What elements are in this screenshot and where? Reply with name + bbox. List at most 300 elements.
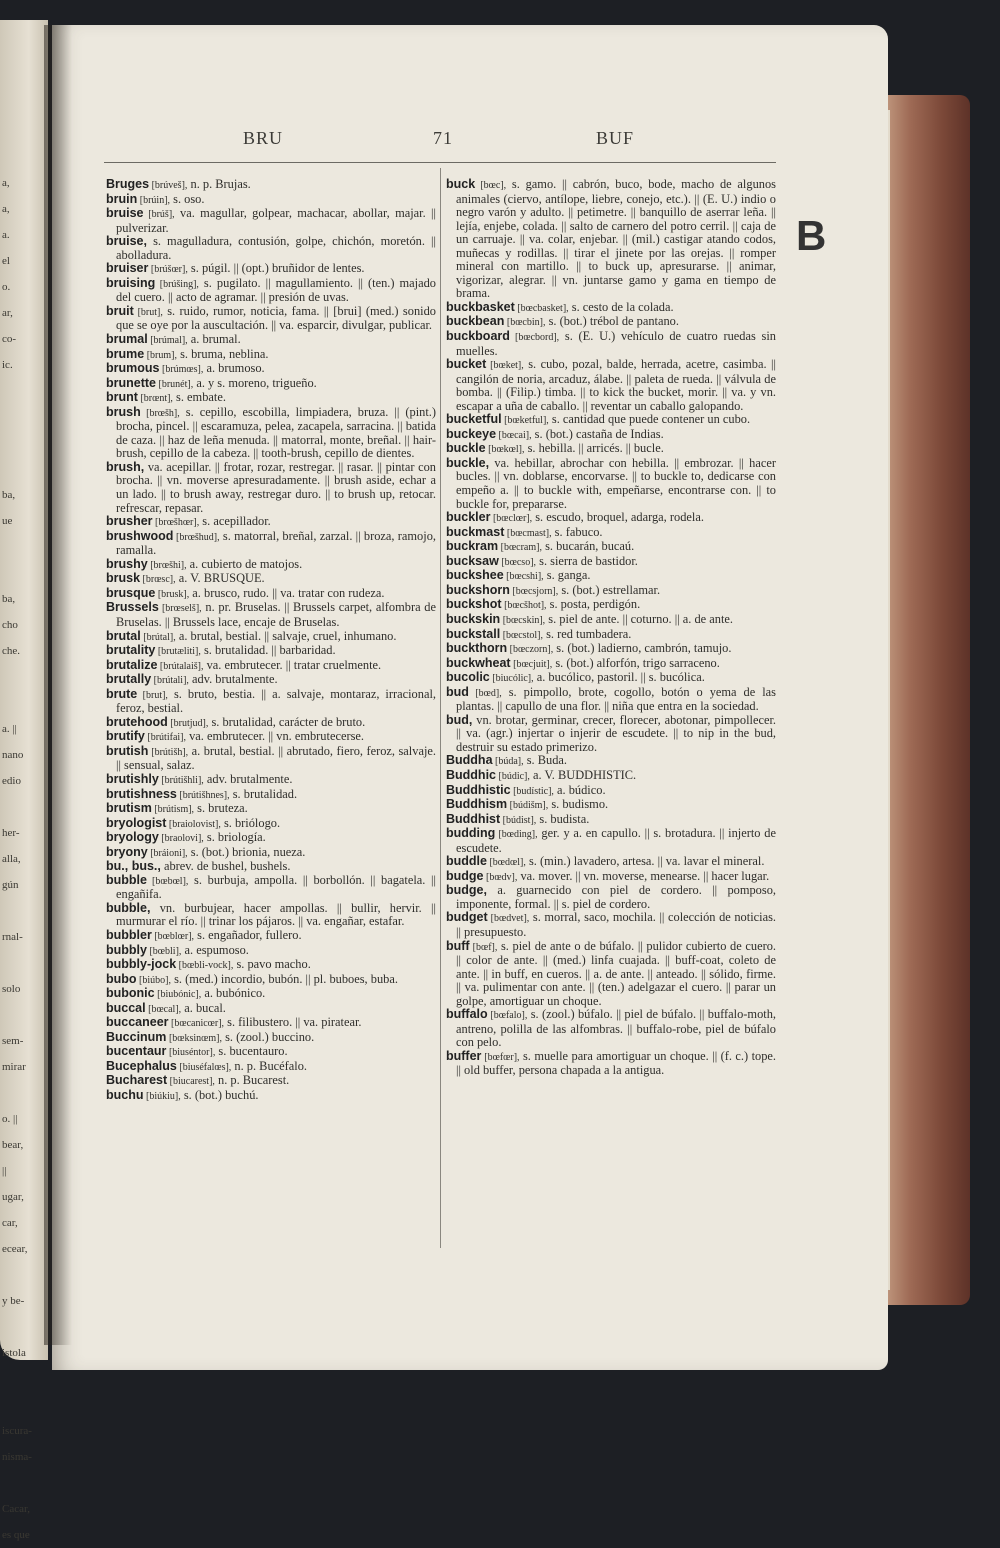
headword: bucket: [446, 357, 487, 372]
definition: s. (bot.) buchú.: [180, 1088, 259, 1102]
pronunciation: [bœf],: [469, 941, 498, 953]
pronunciation: [brœšhœr],: [152, 517, 200, 529]
definition: va. embrutecer. || vn. embrutecerse.: [185, 729, 364, 744]
headword: buckbean: [446, 314, 505, 329]
dictionary-entry: [106, 333, 436, 348]
pronunciation: [braolovi],: [158, 833, 204, 845]
headword: buckthorn: [446, 641, 508, 656]
pronunciation: [bœc],: [475, 180, 507, 191]
dictionary-entry: [106, 958, 436, 973]
headword: buckshee: [446, 568, 504, 583]
definition: a. brutal, bestial. || abrutado, fiero, feroz, salvaje. || sensual, salaz.: [116, 743, 436, 773]
headword: Bucharest: [106, 1073, 168, 1088]
pronunciation: [brútism],: [151, 804, 195, 816]
dictionary-entry: [106, 644, 436, 659]
dictionary-entry: [106, 305, 436, 333]
pronunciation: [brœnt],: [137, 393, 173, 405]
definition: s. hebilla. || arricés. || bucle.: [524, 441, 664, 456]
column-divider: [440, 168, 441, 1248]
definition: a. brusco, rudo. || va. tratar con rudeza.: [189, 585, 385, 600]
pronunciation: [bœcjuit],: [510, 658, 553, 670]
headword: bud,: [446, 712, 473, 727]
headword: buff: [446, 938, 470, 953]
dictionary-entry: [446, 457, 776, 511]
dictionary-entry: [446, 798, 776, 813]
definition: va. embrutecer. || tratar cruelmente.: [203, 657, 382, 672]
pronunciation: [brúmal],: [147, 335, 188, 347]
dictionary-entry: [106, 860, 436, 874]
definition: s. (bot.) castaña de Indias.: [531, 426, 664, 441]
pronunciation: [bœbli-vock],: [176, 960, 234, 972]
header-left-guide-word: BRU: [243, 128, 284, 148]
headword: brunette: [106, 375, 156, 390]
pronunciation: [biucólic],: [489, 673, 534, 685]
pronunciation: [brúšœr],: [148, 264, 188, 276]
headword: bubbler: [106, 927, 152, 942]
dictionary-entry: [106, 944, 436, 959]
pronunciation: [brœsc],: [140, 574, 176, 586]
headword: brusk: [106, 571, 141, 586]
dictionary-entry: [446, 1050, 776, 1078]
dictionary-entry: [106, 1045, 436, 1060]
dictionary-entry: [106, 788, 436, 803]
definition: a. brumal.: [187, 332, 241, 347]
dictionary-entry: [106, 558, 436, 573]
pronunciation: [bœfalo],: [487, 1010, 528, 1022]
definition: s. ganga.: [543, 568, 591, 583]
page-number: 71: [433, 128, 453, 148]
definition: a. espumoso.: [181, 942, 249, 957]
dictionary-entry: [106, 348, 436, 363]
definition: s. bucarán, bucaú.: [541, 539, 635, 554]
dictionary-entry: [446, 413, 776, 428]
headword: brusher: [106, 514, 153, 529]
headword: buckboard: [446, 329, 510, 344]
definition: s. matorral, breñal, zarzal. || broza, ramojo, ramalla.: [116, 528, 436, 558]
definition: s. brutalidad, carácter de bruto.: [208, 714, 366, 729]
dictionary-entry: [446, 855, 776, 870]
pronunciation: [bœcai],: [496, 429, 532, 441]
pronunciation: [bœcal],: [145, 1003, 182, 1015]
pronunciation: [brúmœs],: [159, 364, 204, 376]
dictionary-entry: [446, 569, 776, 584]
definition: s. oso.: [170, 191, 205, 206]
headword: brusque: [106, 585, 156, 600]
headword: brush,: [106, 459, 145, 474]
headword: buckwheat: [446, 655, 511, 670]
dictionary-entry: [106, 178, 436, 193]
pronunciation: [bœcstol],: [500, 629, 543, 641]
pronunciation: [biúkiu],: [143, 1091, 181, 1102]
dictionary-entry: [446, 628, 776, 643]
definition: s. morral, saco, mochila. || colección de noticias. || presupuesto.: [456, 910, 776, 939]
pronunciation: [bráioni],: [147, 847, 188, 859]
dictionary-entry: [106, 831, 436, 846]
definition: s. muelle para amortiguar un choque. || (f. c.) tope. || old buffer, persona chapada a la antigua.: [456, 1048, 776, 1078]
definition: s. bruma, neblina.: [176, 346, 269, 361]
headword: Buddha: [446, 753, 493, 768]
definition: s. posta, perdigón.: [546, 597, 641, 612]
definition: a. brutal, bestial. || salvaje, cruel, inhumano.: [175, 628, 397, 643]
headword: Bucephalus: [106, 1058, 177, 1073]
headword: buckbasket: [446, 299, 515, 314]
pronunciation: [brut],: [133, 306, 163, 318]
definition: s. bruto, bestia. || a. salvaje, montaraz, irracional, feroz, bestial.: [116, 686, 436, 716]
definition: s. (bot.) ladierno, cambrón, tamujo.: [553, 641, 732, 656]
definition: n. p. Bucéfalo.: [231, 1058, 307, 1073]
left-margin-text: a, a, a. el o. ar, co- ic. ba, ue ba, cho che. a. || nano edio her- alla, gún rnal- solo sem- mirar o. || bear, || ugar, car, ecear, y be- istola iscura- nisma- Cacar, es que: [2, 177, 32, 1541]
dictionary-entry: [446, 769, 776, 784]
pronunciation: [brútišhnes],: [176, 789, 230, 801]
definition: a. brumoso.: [203, 361, 265, 376]
definition: a. bubónico.: [201, 986, 266, 1001]
headword: buccal: [106, 1000, 146, 1015]
dictionary-entry: [106, 688, 436, 716]
dictionary-entry: [446, 315, 776, 330]
definition: s. (zool.) buccino.: [222, 1029, 315, 1044]
dictionary-entry: [446, 784, 776, 799]
dictionary-entry: [446, 598, 776, 613]
definition: s. acepillador.: [199, 514, 271, 529]
headword: Buccinum: [106, 1029, 167, 1044]
dictionary-entry: [106, 207, 436, 235]
pronunciation: [bœket],: [486, 360, 524, 372]
pronunciation: [bœding],: [495, 829, 538, 841]
dictionary-entry: [446, 940, 776, 1009]
dictionary-entry: [106, 406, 436, 461]
pronunciation: [brútišh],: [148, 746, 189, 758]
definition: s. sierra de bastidor.: [536, 553, 638, 568]
headword: brushy: [106, 556, 148, 571]
headword: bruising: [106, 275, 156, 290]
pronunciation: [bœkœl],: [485, 444, 525, 456]
pronunciation: [bœketful],: [501, 415, 549, 427]
pronunciation: [brut],: [137, 689, 168, 701]
definition: s. púgil. || (opt.) bruñidor de lentes.: [187, 261, 365, 276]
headword: buck: [446, 177, 476, 191]
pronunciation: [bœfœr],: [481, 1051, 520, 1063]
pronunciation: [bœcso],: [498, 556, 537, 568]
dictionary-entry: [106, 874, 436, 902]
pronunciation: [brunét],: [156, 378, 194, 390]
pronunciation: [brutæliti],: [155, 646, 201, 658]
headword: brunt: [106, 390, 138, 405]
pronunciation: [bœbœl],: [146, 875, 189, 887]
pronunciation: [biúbo],: [136, 974, 171, 986]
headword: Buddhist: [446, 811, 501, 826]
headword: bruiser: [106, 261, 149, 276]
definition: s. briología.: [203, 830, 266, 845]
dictionary-entry: [106, 572, 436, 587]
definition: s. piel de ante o de búfalo. || pulidor cubierto de cuero. || color de ante. || (med.) linfa cuajada. || buff-coat, coleto de ante. || in buff, en cueros. || a. de ante. || anteado. || sólido, firme. || va. pulimentar con ante. || (ten.) adelgazar el cuero. || parar un golpe, amortiguar un choque.: [456, 938, 776, 1008]
pronunciation: [bœdvet],: [487, 913, 530, 925]
definition: s. (bot.) estrellamar.: [558, 582, 661, 597]
headword: buccaneer: [106, 1015, 169, 1030]
headword: bryony: [106, 844, 148, 859]
pronunciation: [búda],: [492, 756, 524, 768]
pronunciation: [bœclœr],: [490, 513, 533, 525]
dictionary-entry: [446, 511, 776, 526]
headword: brume: [106, 346, 145, 361]
dictionary-entry: [446, 754, 776, 769]
dictionary-entry: [106, 362, 436, 377]
dictionary-entry: [106, 630, 436, 645]
definition: vn. burbujear, hacer ampollas. || bullir, hervir. || murmurar el río. || trinar los pájaros. || va. engañar, estafar.: [116, 900, 436, 929]
headword: Brussels: [106, 600, 159, 615]
headword: brutishness: [106, 786, 177, 801]
headword: brutish: [106, 743, 149, 758]
headword: budding: [446, 826, 496, 841]
definition: n. pr. Bruselas. || Brussels carpet, alfombra de Bruselas. || Brussels lace, encaje de Bruselas.: [116, 600, 436, 629]
headword: buffer: [446, 1048, 482, 1063]
pronunciation: [brúš],: [143, 209, 175, 221]
definition: adv. brutalmente.: [188, 672, 278, 687]
definition: s. red tumbadera.: [542, 626, 632, 641]
definition: s. embate.: [172, 390, 226, 405]
dictionary-entry: [106, 235, 436, 262]
pronunciation: [búdic],: [496, 770, 530, 782]
header-rule: [104, 162, 776, 163]
definition: a. guarnecido con piel de cordero. || pomposo, imponente, formal. || s. piel de cordero.: [456, 883, 776, 911]
pronunciation: [bœcmast],: [504, 527, 552, 539]
headword: bucolic: [446, 670, 490, 685]
dictionary-entry: [106, 730, 436, 745]
pronunciation: [búdišm],: [507, 800, 549, 812]
definition: s. (min.) lavadero, artesa. || va. lavar el mineral.: [525, 854, 765, 869]
pronunciation: [brútalaiš],: [157, 660, 204, 672]
headword: brutism: [106, 801, 152, 816]
dictionary-entry: [106, 902, 436, 929]
pronunciation: [budístic],: [510, 785, 554, 797]
dictionary-entry: [106, 1060, 436, 1075]
headword: buddle: [446, 854, 487, 869]
dictionary-entry: [106, 1002, 436, 1017]
dictionary-entry: [446, 870, 776, 885]
definition: s. gamo. || cabrón, buco, bode, macho de algunos animales (ciervo, antílope, liebre, conejo, etc.). || (E. U.) indio o negro varón y adulto. || petimetre. || banquillo de aserrar leña. || lejía, enjebe, colada. || salto de carnero del potro cerril. || caja de un carruaje. || va. colar, enjebar. || (mil.) castigar atando codos, muñecas y rodillas. || tirar el jinete por las orejas. || romper mineral con martillo. || to buck up, apresurarse. || animar, vigorizar, alegrar. || vn. juntarse gamo y gama en tiempo de brama.: [456, 177, 776, 301]
definition: a. cubierto de matojos.: [186, 556, 303, 571]
headword: bruin: [106, 191, 138, 206]
definition: a. V. BUDDHISTIC.: [529, 767, 637, 782]
dictionary-entry: [446, 686, 776, 714]
pronunciation: [brútišhli],: [158, 774, 204, 786]
headword: buckshot: [446, 597, 502, 612]
headword: bruit: [106, 303, 134, 318]
dictionary-entry: [446, 555, 776, 570]
headword: brutality: [106, 643, 156, 658]
pronunciation: [bœcšhot],: [501, 600, 547, 612]
headword: buchu: [106, 1088, 144, 1102]
definition: a. búdico.: [553, 782, 606, 797]
headword: Buddhic: [446, 767, 496, 782]
definition: va. hebillar, abrochar con hebilla. || embrozar. || hacer bucles. || vn. doblarse, encorvarse. || to buckle to, dedicarse con empeño a. || to buckle with, empeñarse, encontrarse con. || to buckle for, prepararse.: [456, 455, 776, 511]
headword: buckeye: [446, 426, 497, 441]
dictionary-entry: [446, 330, 776, 358]
pronunciation: [brútali],: [151, 675, 189, 687]
definition: s. brutalidad.: [229, 786, 298, 801]
headword: Buddhism: [446, 797, 508, 812]
headword: brutehood: [106, 714, 168, 729]
headword: brushwood: [106, 528, 174, 543]
pronunciation: [bœcskin],: [500, 614, 546, 626]
pronunciation: [brusk],: [155, 588, 190, 600]
pronunciation: [brœselš],: [158, 603, 202, 615]
left-page: [0, 20, 48, 1541]
pronunciation: [bœblœr],: [151, 930, 195, 942]
dictionary-entry: [106, 987, 436, 1002]
headword: bubbly-jock: [106, 957, 177, 972]
dictionary-entry: [446, 642, 776, 657]
dictionary-entry: [446, 540, 776, 555]
headword: budget: [446, 910, 488, 925]
dictionary-entry: [106, 929, 436, 944]
definition: n. p. Bucarest.: [214, 1073, 290, 1088]
definition: s. ruido, rumor, noticia, fama. || [brui] (med.) sonido que se oye por la auscultación. || va. esparcir, divulgar, publicar.: [116, 303, 436, 333]
pronunciation: [biubónic],: [154, 989, 202, 1001]
definition: s. pavo macho.: [233, 957, 311, 972]
definition: s. magulladura, contusión, golpe, chichón, moretón. || abolladura.: [116, 234, 436, 262]
definition: s. cepillo, escobilla, limpiadera, bruza. || (pint.) brocha, pincel. || escaramuza, pelea, zacapela, sarracina. || batida de caza. || haz de leña menuda. || matorral, monte, breñal. || hair-brush, cepillo de la cabeza. || tooth-brush, cepillo de dientes.: [116, 404, 436, 461]
definition: s. filibustero. || va. piratear.: [224, 1015, 362, 1030]
headword: bubbly: [106, 942, 147, 957]
dictionary-entry: [446, 584, 776, 599]
definition: va. magullar, golpear, machacar, abollar, majar. || pulverizar.: [116, 206, 437, 235]
headword: brutally: [106, 672, 152, 687]
definition: a. bucal.: [181, 1000, 226, 1015]
headword: bucksaw: [446, 553, 499, 568]
spine-shadow: [44, 25, 72, 1345]
dictionary-entry: [446, 442, 776, 457]
definition: s. pimpollo, brote, cogollo, botón o yema de las plantas. || capullo de una flor. || niña que entra en la sociedad.: [456, 684, 776, 714]
dictionary-entry: [446, 671, 776, 686]
headword: bruise,: [106, 234, 147, 249]
dictionary-entry: [446, 358, 776, 413]
definition: a. bucólico, pastoril. || s. bucólica.: [533, 670, 705, 685]
definition: s. pugilato. || magullamiento. || (ten.) majado del cuero. || acto de agramar. || presión de uvas.: [116, 275, 436, 305]
pronunciation: [bœcbasket],: [514, 302, 569, 314]
pronunciation: [brutjud],: [167, 717, 209, 729]
definition: s. engañador, fullero.: [194, 927, 302, 942]
dictionary-entry: [446, 911, 776, 939]
definition: s. bucentauro.: [215, 1044, 288, 1059]
headword: brutal: [106, 628, 141, 643]
dictionary-entry: [446, 178, 776, 301]
headword: bucketful: [446, 412, 502, 427]
dictionary-entry: [106, 277, 436, 305]
header-right-guide-word: BUF: [596, 128, 635, 148]
headword: buckskin: [446, 611, 501, 626]
headword: bruise: [106, 206, 144, 221]
headword: brush: [106, 404, 141, 419]
dictionary-entry: [446, 714, 776, 755]
dictionary-entry: [106, 262, 436, 277]
headword: buckle,: [446, 455, 490, 470]
pronunciation: [bœd],: [468, 687, 502, 699]
pronunciation: [bœcanicœr],: [168, 1018, 225, 1030]
pronunciation: [brœšhud],: [173, 531, 220, 543]
definition: s. bruteza.: [194, 801, 248, 816]
dictionary-entry: [106, 716, 436, 731]
headword: buckler: [446, 510, 491, 525]
definition: adv. brutalmente.: [203, 771, 293, 786]
dictionary-entry: [106, 1016, 436, 1031]
dictionary-entry: [106, 377, 436, 392]
dictionary-entry: [106, 673, 436, 688]
definition: s. cantidad que puede contener un cubo.: [548, 412, 751, 427]
dictionary-entry: [106, 973, 436, 988]
headword: brute: [106, 686, 138, 701]
headword: brutify: [106, 729, 145, 744]
pronunciation: [bœcbord],: [509, 332, 560, 344]
headword: buffalo: [446, 1007, 488, 1022]
dictionary-entry: [106, 193, 436, 208]
headword: buckstall: [446, 626, 501, 641]
definition: s. (E. U.) vehículo de cuatro ruedas sin muelles.: [456, 329, 776, 358]
definition: s. (bot.) alforfón, trigo sarraceno.: [552, 655, 720, 670]
headword: bucentaur: [106, 1044, 167, 1059]
dictionary-entry: [106, 515, 436, 530]
headword: bryologist: [106, 815, 167, 830]
pronunciation: [braiolovist],: [166, 818, 221, 830]
pronunciation: [biuséntor],: [166, 1047, 216, 1059]
definition: s. budista.: [536, 811, 590, 826]
definition: s. budismo.: [548, 797, 609, 812]
headword: brumal: [106, 332, 148, 347]
headword: budge: [446, 868, 484, 883]
headword: bud: [446, 684, 469, 699]
dictionary-entry: [446, 1008, 776, 1050]
book-cover: [878, 95, 970, 1305]
dictionary-entry: [106, 601, 436, 629]
headword: bu., bus.,: [106, 859, 161, 874]
definition: s. briólogo.: [220, 815, 281, 830]
headword: bubble,: [106, 900, 151, 915]
dictionary-entry: [446, 813, 776, 828]
definition: s. burbuja, ampolla. || borbollón. || bagatela. || engañifa.: [116, 872, 436, 902]
pronunciation: [bœczorn],: [507, 644, 554, 656]
headword: buckle: [446, 441, 486, 456]
definition: va. mover. || vn. moverse, menearse. || hacer lugar.: [517, 868, 770, 883]
dictionary-entry: [106, 745, 436, 773]
headword: buckshorn: [446, 582, 510, 597]
headword: buckram: [446, 539, 499, 554]
pronunciation: [bœcram],: [498, 542, 542, 554]
pronunciation: [bœbli],: [146, 945, 182, 957]
dictionary-entry: [446, 657, 776, 672]
pronunciation: [bœksinœm],: [166, 1032, 222, 1044]
definition: s. piel de ante. || coturno. || a. de ante.: [545, 611, 733, 626]
definition: vn. brotar, germinar, crecer, florecer, abotonar, pimpollecer. || va. (agr.) injertar o injerir de escudete. || to nip in the bud, destruir su estado primerizo.: [456, 712, 776, 754]
pronunciation: [bœcbin],: [504, 317, 546, 329]
dictionary-entry: [106, 802, 436, 817]
headword: brutalize: [106, 657, 158, 672]
definition: n. p. Brujas.: [187, 177, 251, 191]
definition: s. Buda.: [523, 753, 568, 768]
dictionary-entry: [106, 1031, 436, 1046]
definition: s. (zool.) búfalo. || piel de búfalo. || buffalo-moth, antreno, polilla de las alfombras. || buffalo-robe, piel de búfalo con pelo.: [456, 1007, 777, 1050]
pronunciation: [biuséfalœs],: [176, 1061, 232, 1073]
dictionary-entry: [106, 817, 436, 832]
dictionary-entry: [446, 827, 776, 855]
headword: brutishly: [106, 771, 159, 786]
pronunciation: [brœšhi],: [147, 559, 187, 571]
pronunciation: [bœcshi],: [503, 571, 544, 583]
dictionary-entry: [106, 659, 436, 674]
headword: bubo: [106, 971, 137, 986]
definition: ger. y a. en capullo. || s. brotadura. || injerto de escudete.: [456, 826, 776, 855]
definition: s. (bot.) trébol de pantano.: [545, 314, 679, 329]
right-column: [446, 178, 776, 1078]
left-column: [106, 178, 436, 1104]
